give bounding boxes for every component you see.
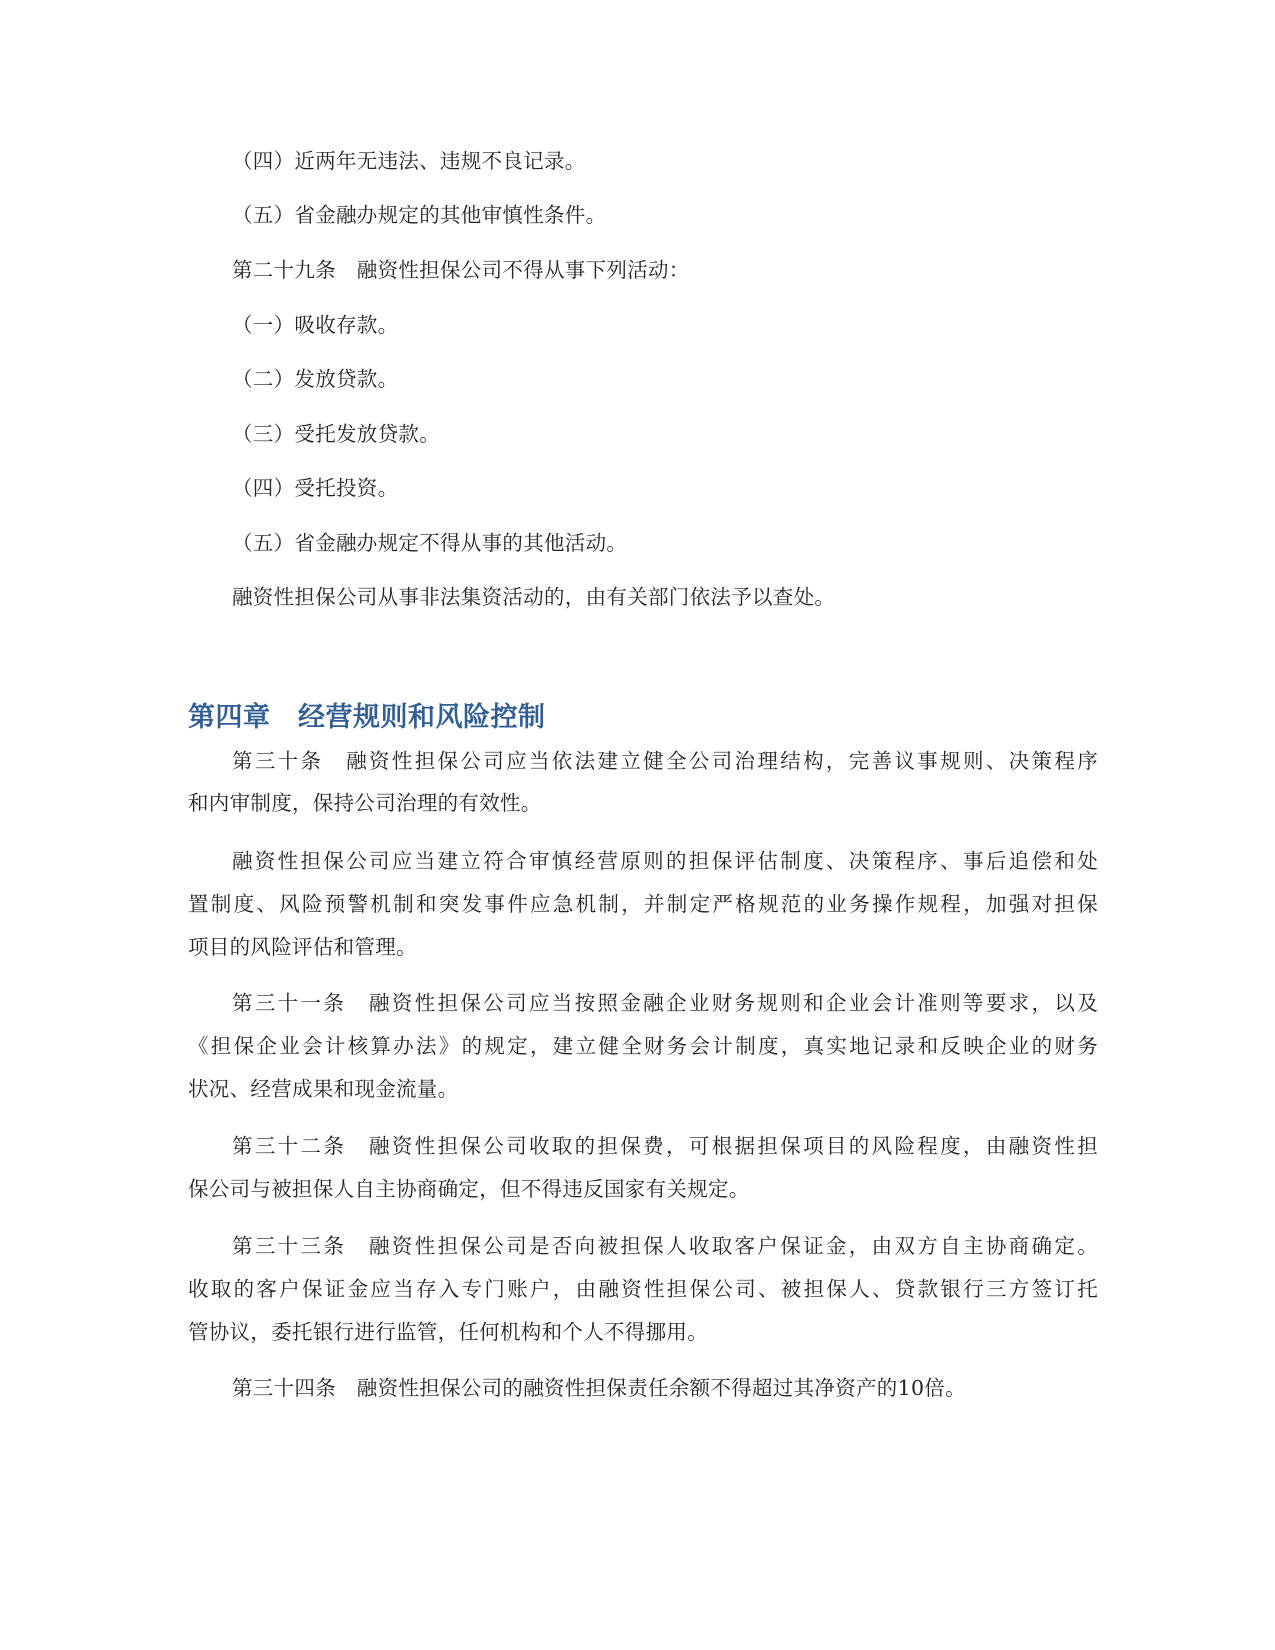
article-30-line-2: 和内审制度，保持公司治理的有效性。 xyxy=(188,791,542,815)
article-31-line-3: 状况、经营成果和现金流量。 xyxy=(188,1077,459,1101)
article-32-line-1: 第三十二条 融资性担保公司收取的担保费，可根据担保项目的风险程度，由融资性担 xyxy=(232,1134,1098,1158)
condition-item-5: （五）省金融办规定的其他审慎性条件。 xyxy=(232,203,607,227)
illegal-fundraising-paragraph: 融资性担保公司从事非法集资活动的，由有关部门依法予以查处。 xyxy=(232,585,836,609)
activity-item-5: （五）省金融办规定不得从事的其他活动。 xyxy=(232,531,628,555)
article-29: 第二十九条 融资性担保公司不得从事下列活动： xyxy=(232,258,690,282)
activity-item-3: （三）受托发放贷款。 xyxy=(232,422,440,446)
activity-item-2: （二）发放贷款。 xyxy=(232,367,399,391)
article-30-line-1: 第三十条 融资性担保公司应当依法建立健全公司治理结构，完善议事规则、决策程序 xyxy=(232,749,1098,773)
chapter-heading: 第四章 经营规则和风险控制 xyxy=(188,702,546,733)
article-31-line-2: 《担保企业会计核算办法》的规定，建立健全财务会计制度，真实地记录和反映企业的财务 xyxy=(188,1034,1098,1058)
article-33-line-3: 管协议，委托银行进行监管，任何机构和个人不得挪用。 xyxy=(188,1320,708,1344)
paragraph-30b-line-2: 置制度、风险预警机制和突发事件应急机制，并制定严格规范的业务操作规程，加强对担保 xyxy=(188,892,1098,916)
paragraph-30b-line-3: 项目的风险评估和管理。 xyxy=(188,935,417,959)
article-31-line-1: 第三十一条 融资性担保公司应当按照金融企业财务规则和企业会计准则等要求，以及 xyxy=(232,991,1098,1015)
article-33-line-1: 第三十三条 融资性担保公司是否向被担保人收取客户保证金，由双方自主协商确定。 xyxy=(232,1234,1098,1258)
activity-item-4: （四）受托投资。 xyxy=(232,476,399,500)
activity-item-1: （一）吸收存款。 xyxy=(232,313,399,337)
article-34: 第三十四条 融资性担保公司的融资性担保责任余额不得超过其净资产的10倍。 xyxy=(232,1376,966,1400)
article-33-line-2: 收取的客户保证金应当存入专门账户，由融资性担保公司、被担保人、贷款银行三方签订托 xyxy=(188,1277,1098,1301)
condition-item-4: （四）近两年无违法、违规不良记录。 xyxy=(232,149,586,173)
paragraph-30b-line-1: 融资性担保公司应当建立符合审慎经营原则的担保评估制度、决策程序、事后追偿和处 xyxy=(232,849,1098,873)
article-32-line-2: 保公司与被担保人自主协商确定，但不得违反国家有关规定。 xyxy=(188,1177,750,1201)
